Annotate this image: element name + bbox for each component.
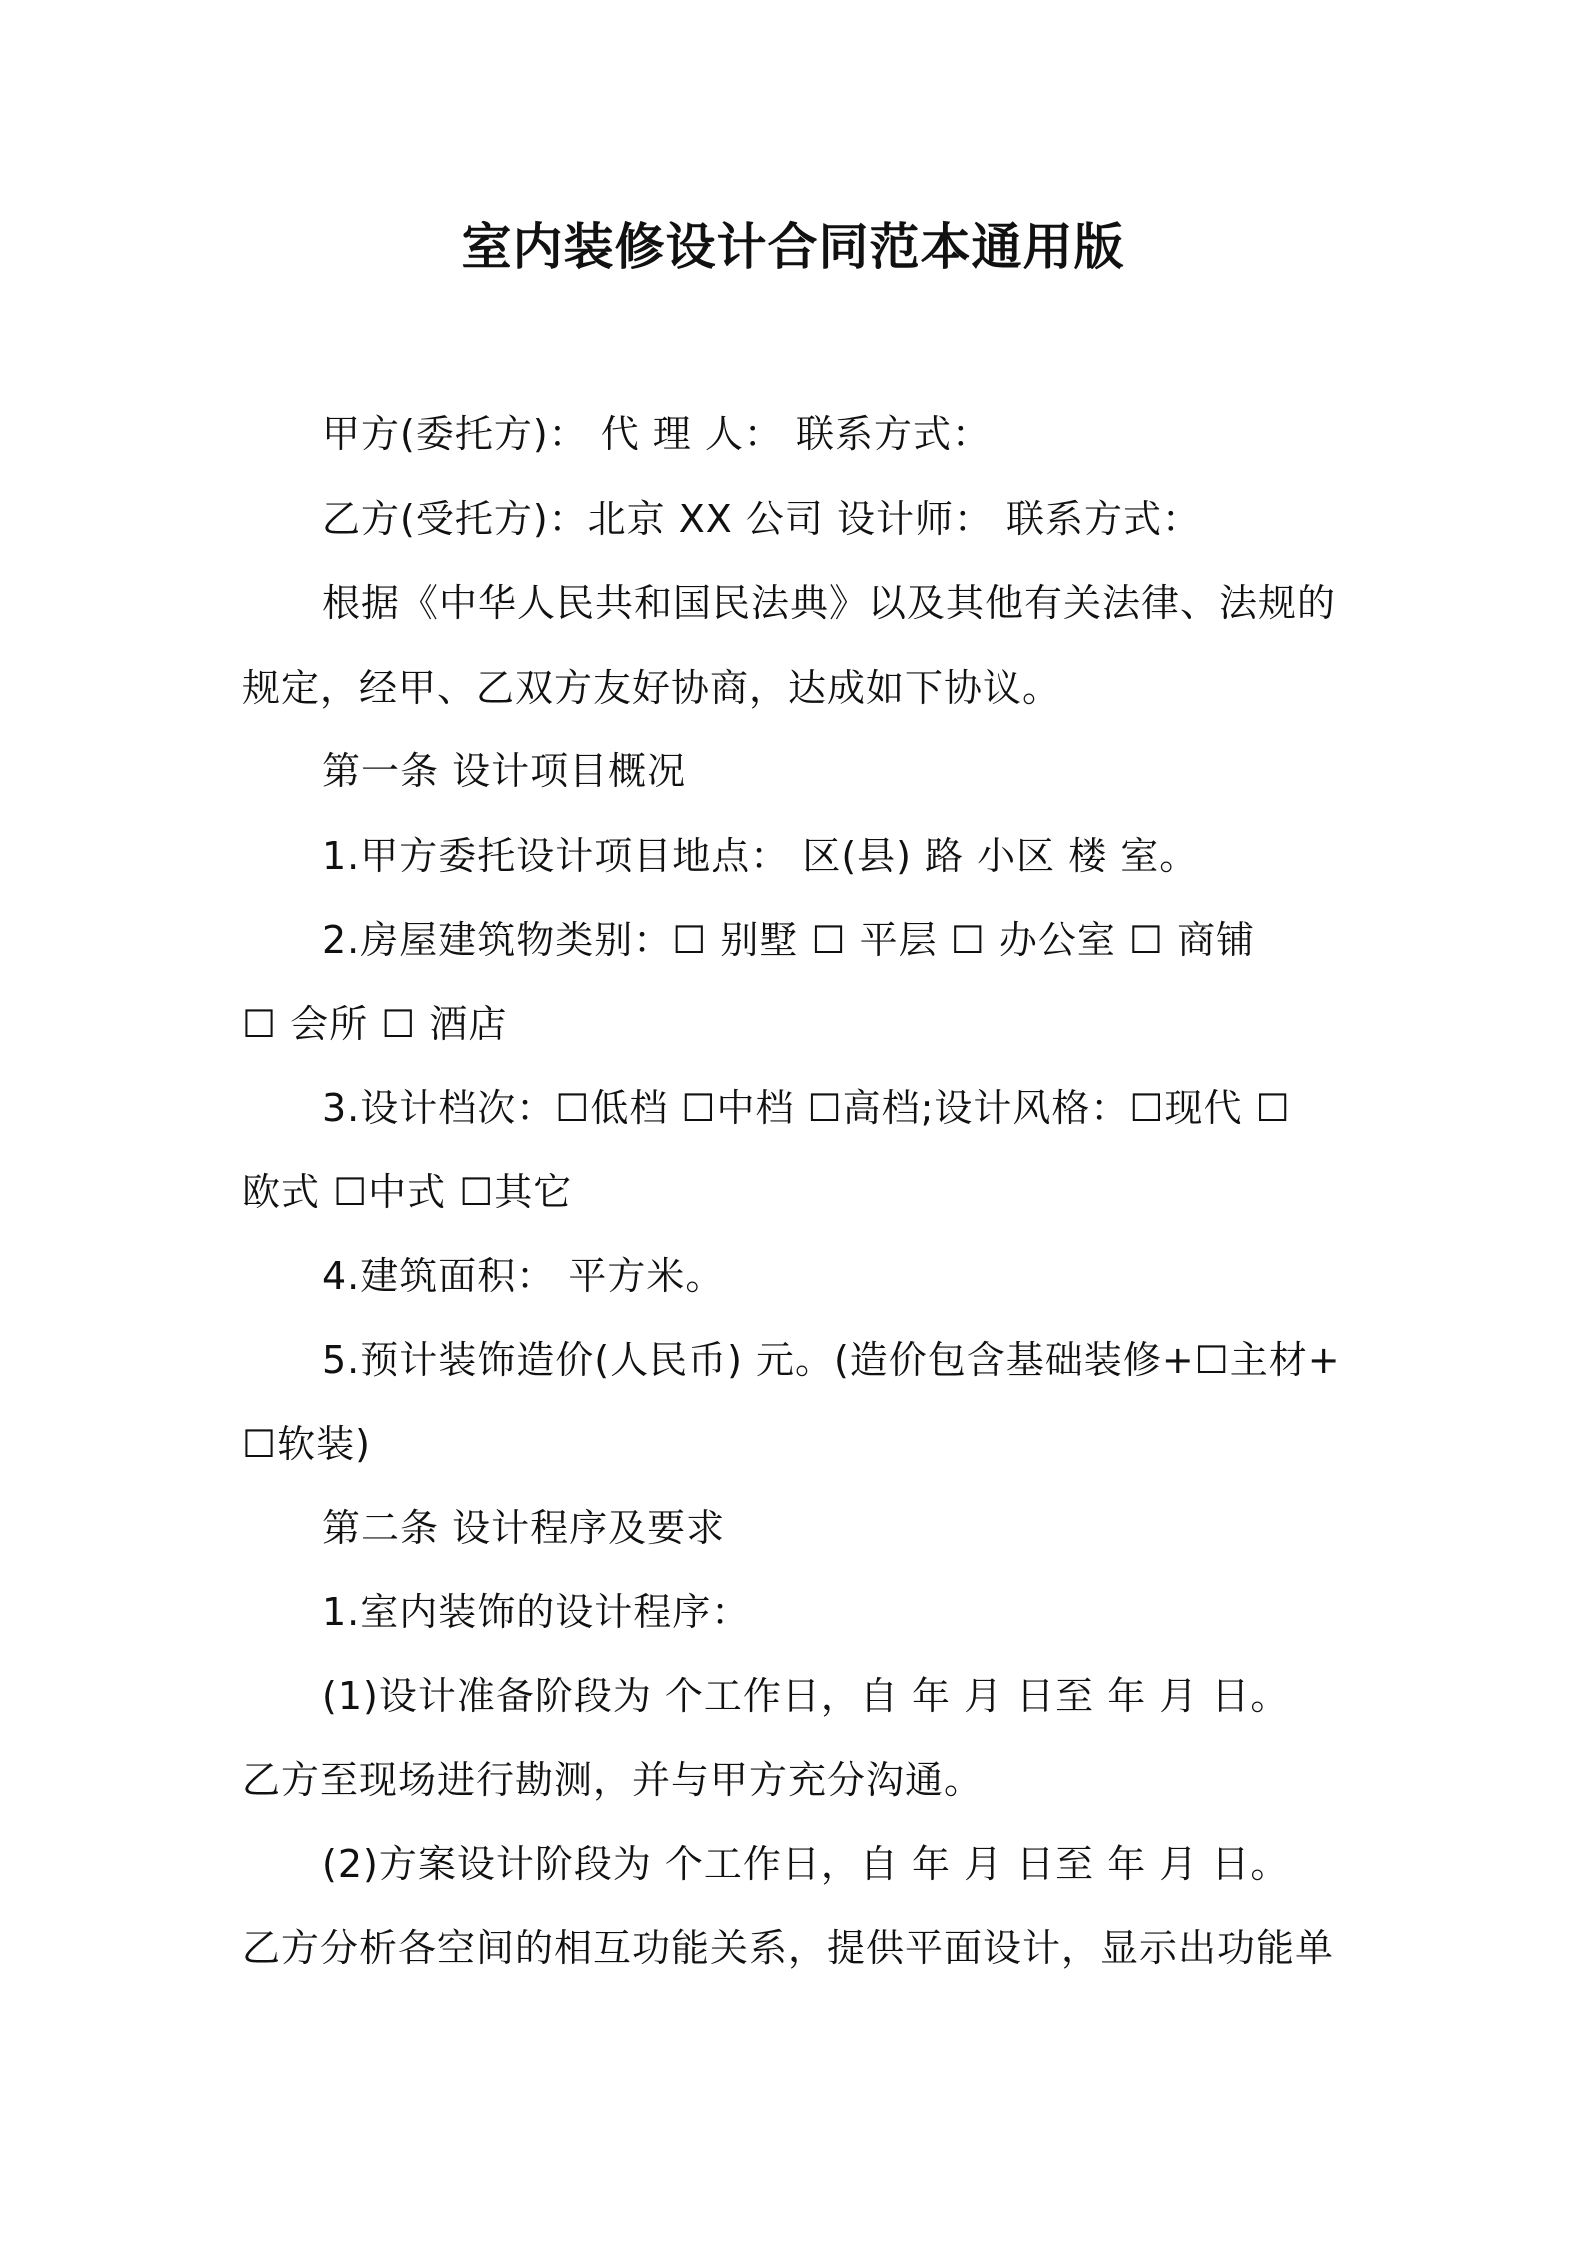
preamble-line-1: 根据《中华人民共和国民法典》以及其他有关法律、法规的 [322, 581, 1337, 625]
article-1-heading: 第一条 设计项目概况 [322, 749, 687, 793]
party-b-line: 乙方(受托方)：北京 XX 公司 设计师： 联系方式： [322, 497, 1202, 541]
article-1-item-2: 2.房屋建筑物类别：☐ 别墅 ☐ 平层 ☐ 办公室 ☐ 商铺 [322, 918, 1256, 962]
article-2-step-1: (1)设计准备阶段为 个工作日，自 年 月 日至 年 月 日。 [322, 1674, 1290, 1718]
article-2-step-2-cont: 乙方分析各空间的相互功能关系，提供平面设计，显示出功能单 [242, 1926, 1335, 1970]
article-1-item-3: 3.设计档次：☐低档 ☐中档 ☐高档;设计风格：☐现代 ☐ [322, 1086, 1291, 1130]
article-1-item-5-cont: ☐软装) [242, 1422, 371, 1466]
article-2-item-1: 1.室内装饰的设计程序： [322, 1590, 751, 1634]
article-1-item-5: 5.预计装饰造价(人民币) 元。(造价包含基础装修+☐主材+ [322, 1338, 1341, 1382]
preamble-line-2: 规定，经甲、乙双方友好协商，达成如下协议。 [242, 666, 1062, 710]
article-1-item-4: 4.建筑面积： 平方米。 [322, 1254, 725, 1298]
party-a-line: 甲方(委托方)： 代 理 人： 联系方式： [322, 412, 991, 456]
article-2-step-2: (2)方案设计阶段为 个工作日，自 年 月 日至 年 月 日。 [322, 1842, 1290, 1886]
document-title: 室内装修设计合同范本通用版 [461, 218, 1125, 276]
article-2-step-1-cont: 乙方至现场进行勘测，并与甲方充分沟通。 [242, 1758, 984, 1802]
article-1-item-3-cont: 欧式 ☐中式 ☐其它 [242, 1170, 573, 1214]
article-1-item-2-cont: ☐ 会所 ☐ 酒店 [242, 1002, 508, 1046]
article-1-item-1: 1.甲方委托设计项目地点： 区(县) 路 小区 楼 室。 [322, 834, 1199, 878]
article-2-heading: 第二条 设计程序及要求 [322, 1506, 726, 1550]
